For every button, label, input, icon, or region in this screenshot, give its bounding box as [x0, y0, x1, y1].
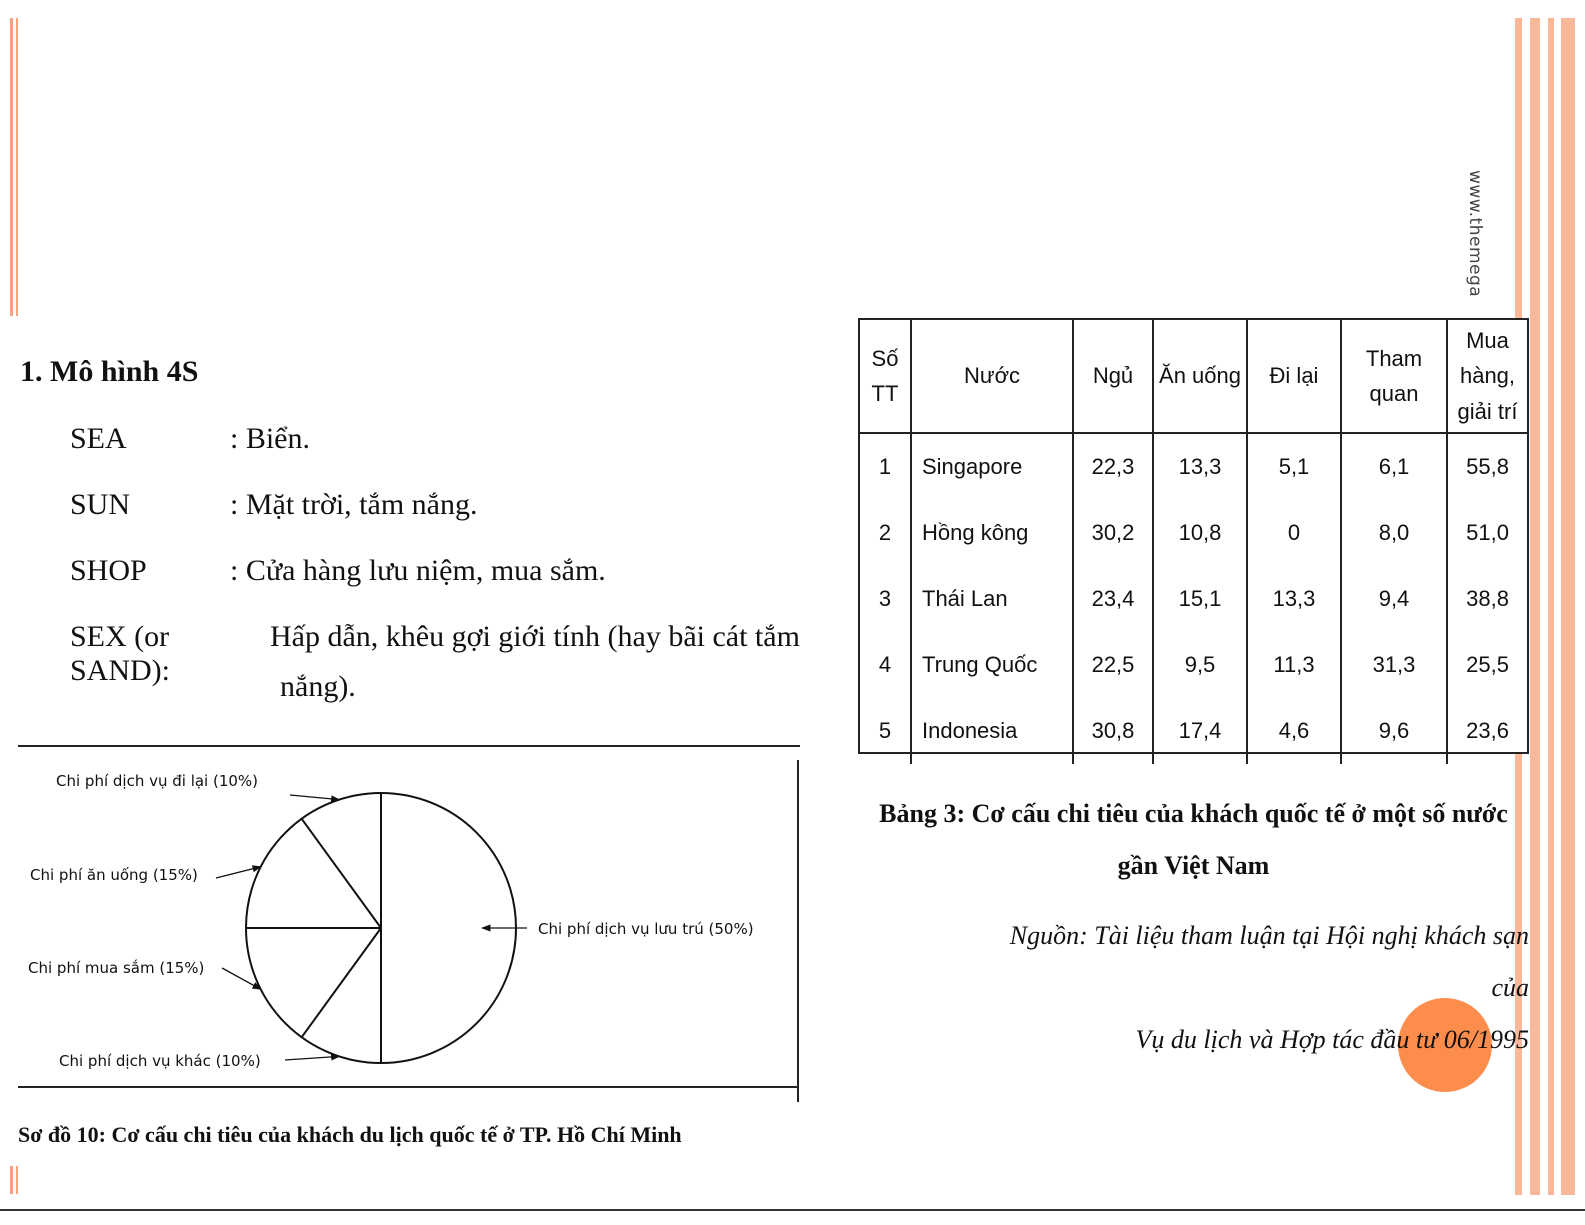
table-source: [1000, 910, 1529, 1066]
table-cell: 11,3: [1247, 632, 1341, 698]
table-cell: 2: [878, 520, 892, 545]
pie-slice-label: Chi phí mua sắm (15%): [28, 959, 205, 977]
watermark-text: www.themega: [1465, 170, 1485, 298]
table-cell: 5: [878, 718, 892, 743]
table-caption-line2: gần Việt Nam: [1117, 851, 1270, 880]
table-cell: 3: [878, 586, 892, 611]
table-row: [860, 566, 1527, 632]
model-term: SUN: [70, 488, 131, 521]
table-cell: 1: [878, 454, 892, 479]
source-line1: Nguồn: Tài liệu tham luận tại Hội nghị khách sạn của: [1009, 921, 1529, 1002]
table-cell: 22,5: [1073, 632, 1153, 698]
table-caption: [858, 788, 1529, 892]
table-cell-country: Hồng kông: [911, 500, 1073, 566]
table-row: [860, 433, 1527, 500]
table-cell-country: Thái Lan: [911, 566, 1073, 632]
model-term: SHOP: [70, 554, 147, 587]
table-cell: 15,1: [1153, 566, 1247, 632]
table-caption-line1: Bảng 3: Cơ cấu chi tiêu của khách quốc tế ở một số nước: [879, 799, 1508, 828]
table-cell: 23,6: [1447, 698, 1527, 764]
pie-chart: [0, 0, 820, 1120]
left-border-bottom: [10, 1166, 18, 1194]
table-cell: 13,3: [1247, 566, 1341, 632]
pie-label-arrow: [285, 1056, 339, 1060]
model-term: SEX (or SAND):: [70, 620, 171, 687]
header-travel: Đi lại: [1247, 320, 1341, 433]
table-cell: 13,3: [1153, 433, 1247, 500]
table-cell-country: Singapore: [911, 433, 1073, 500]
table-cell: 6,1: [1341, 433, 1447, 500]
table-cell: 10,8: [1153, 500, 1247, 566]
table-cell: 9,4: [1341, 566, 1447, 632]
table-cell: 9,6: [1341, 698, 1447, 764]
pie-slice-label: Chi phí dịch vụ đi lại (10%): [56, 772, 259, 790]
spending-table: [858, 318, 1529, 754]
bottom-rule: [0, 1209, 1585, 1211]
table-cell: 38,8: [1447, 566, 1527, 632]
header-food: Ăn uống: [1153, 320, 1247, 433]
table-cell: 25,5: [1447, 632, 1527, 698]
table-cell: 51,0: [1447, 500, 1527, 566]
table-row: [860, 698, 1527, 764]
source-line2: Vụ du lịch và Hợp tác đầu tư 06/1995: [1135, 1025, 1529, 1054]
table-row: [860, 500, 1527, 566]
model-term: SEA: [70, 422, 127, 455]
table-cell: 4,6: [1247, 698, 1341, 764]
table-cell-country: Trung Quốc: [911, 632, 1073, 698]
model-desc: Hấp dẫn, khêu gợi giới tính (hay bãi cát tắm: [270, 620, 800, 653]
table-cell: 0: [1247, 500, 1341, 566]
table-cell-country: Indonesia: [911, 698, 1073, 764]
table-cell: 8,0: [1341, 500, 1447, 566]
header-sightseeing: Tham quan: [1341, 320, 1447, 433]
table-cell: 22,3: [1073, 433, 1153, 500]
pie-slice-label: Chi phí ăn uống (15%): [30, 866, 198, 884]
table-cell: 5,1: [1247, 433, 1341, 500]
pie-slice-label: Chi phí dịch vụ lưu trú (50%): [538, 920, 754, 938]
pie-slice-label: Chi phí dịch vụ khác (10%): [59, 1052, 261, 1070]
header-sleep: Ngủ: [1073, 320, 1153, 433]
table-header-row: [860, 320, 1527, 433]
table-cell: 55,8: [1447, 433, 1527, 500]
model-desc: : Mặt trời, tắm nắng.: [230, 488, 478, 521]
header-stt: Số TT: [860, 320, 911, 433]
table-cell: 4: [878, 652, 892, 677]
table-cell: 30,2: [1073, 500, 1153, 566]
pie-caption: Sơ đồ 10: Cơ cấu chi tiêu của khách du lịch quốc tế ở TP. Hồ Chí Minh: [18, 1122, 682, 1147]
table-cell: 30,8: [1073, 698, 1153, 764]
model-desc: : Cửa hàng lưu niệm, mua sắm.: [230, 554, 606, 587]
table-cell: 23,4: [1073, 566, 1153, 632]
pie-label-arrow: [290, 795, 339, 800]
header-country: Nước: [911, 320, 1073, 433]
model-desc-continued: nắng).: [280, 670, 356, 703]
header-shopping: Mua hàng, giải trí: [1447, 320, 1527, 433]
table-row: [860, 632, 1527, 698]
table-cell: 31,3: [1341, 632, 1447, 698]
pie-label-arrow: [216, 867, 261, 878]
model-desc: : Biển.: [230, 422, 310, 455]
table-cell: 17,4: [1153, 698, 1247, 764]
model-title: 1. Mô hình 4S: [20, 355, 199, 388]
table-cell: 9,5: [1153, 632, 1247, 698]
